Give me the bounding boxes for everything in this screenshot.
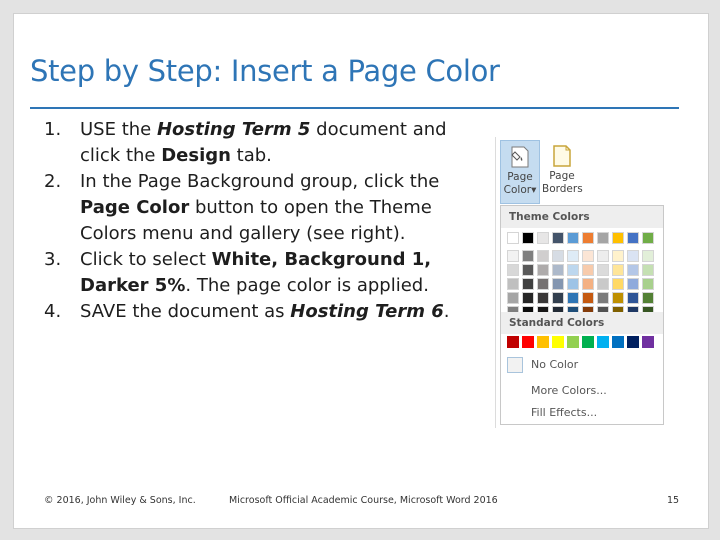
- step-item: [44, 169, 484, 247]
- theme-color-swatch[interactable]: [537, 264, 549, 276]
- theme-color-swatch[interactable]: [507, 232, 519, 244]
- standard-color-swatch[interactable]: [627, 336, 639, 348]
- step-number: 3.: [44, 249, 62, 270]
- theme-color-swatch[interactable]: [552, 232, 564, 244]
- theme-color-swatch[interactable]: [612, 250, 624, 262]
- theme-color-swatch[interactable]: [627, 232, 639, 244]
- step-text: [80, 117, 484, 169]
- theme-color-swatch[interactable]: [567, 264, 579, 276]
- theme-color-swatch[interactable]: [642, 232, 654, 244]
- more-colors-item[interactable]: More Colors...: [531, 384, 607, 397]
- footer-course: Microsoft Official Academic Course, Microsoft Word 2016: [229, 495, 498, 506]
- theme-colors-header: Theme Colors: [501, 206, 663, 228]
- theme-color-swatch[interactable]: [642, 264, 654, 276]
- step-text: [80, 299, 484, 325]
- theme-color-swatch[interactable]: [582, 264, 594, 276]
- standard-color-swatch[interactable]: [582, 336, 594, 348]
- theme-color-swatch[interactable]: [522, 278, 534, 290]
- theme-color-swatch[interactable]: [597, 250, 609, 262]
- standard-color-swatch[interactable]: [642, 336, 654, 348]
- theme-color-swatch[interactable]: [597, 278, 609, 290]
- theme-color-swatch[interactable]: [612, 292, 624, 304]
- theme-color-swatch[interactable]: [642, 278, 654, 290]
- theme-color-swatch[interactable]: [597, 292, 609, 304]
- title-underline: [30, 107, 679, 109]
- theme-color-swatch[interactable]: [582, 278, 594, 290]
- theme-color-swatch[interactable]: [537, 278, 549, 290]
- theme-color-swatch[interactable]: [567, 292, 579, 304]
- theme-color-swatch[interactable]: [642, 250, 654, 262]
- standard-color-swatch[interactable]: [522, 336, 534, 348]
- step-text-run: Hosting Term 6: [290, 301, 444, 322]
- theme-colors-gallery: [507, 232, 654, 318]
- step-item: [44, 299, 484, 325]
- theme-color-swatch[interactable]: [612, 278, 624, 290]
- step-text-run: tab.: [230, 145, 272, 166]
- footer-page-number: 15: [667, 495, 680, 506]
- theme-color-swatch[interactable]: [567, 232, 579, 244]
- theme-color-swatch[interactable]: [552, 250, 564, 262]
- theme-color-swatch[interactable]: [627, 250, 639, 262]
- step-text-run: Design: [161, 145, 231, 166]
- theme-color-swatch[interactable]: [537, 250, 549, 262]
- standard-color-swatch[interactable]: [612, 336, 624, 348]
- step-text: [80, 247, 484, 299]
- theme-color-swatch[interactable]: [627, 278, 639, 290]
- standard-color-swatch[interactable]: [537, 336, 549, 348]
- page-color-screenshot: [495, 137, 668, 428]
- slide-title: Step by Step: Insert a Page Color: [30, 54, 500, 88]
- theme-color-swatch[interactable]: [507, 278, 519, 290]
- theme-color-swatch[interactable]: [567, 278, 579, 290]
- step-text-run: button to open the Theme Colors menu and gallery (see right).: [80, 197, 432, 244]
- theme-color-swatch[interactable]: [552, 292, 564, 304]
- standard-colors-gallery: [507, 336, 654, 348]
- theme-color-swatch[interactable]: [552, 264, 564, 276]
- step-text-run: Page Color: [80, 197, 190, 218]
- theme-color-swatch[interactable]: [612, 264, 624, 276]
- step-number: 4.: [44, 301, 62, 322]
- page-borders-label-1: Page: [549, 170, 575, 182]
- theme-color-swatch[interactable]: [627, 292, 639, 304]
- step-text-run: In the Page Background group, click the: [80, 171, 440, 192]
- theme-color-swatch[interactable]: [537, 232, 549, 244]
- page-color-button[interactable]: [500, 140, 540, 204]
- page-color-label-2: Color▾: [503, 184, 537, 196]
- step-text-run: White, Background 1, Darker 5%: [80, 249, 432, 296]
- theme-color-swatch[interactable]: [522, 264, 534, 276]
- theme-color-swatch[interactable]: [522, 232, 534, 244]
- step-text-run: .: [443, 301, 450, 322]
- step-number: 1.: [44, 119, 62, 140]
- theme-color-swatch[interactable]: [537, 292, 549, 304]
- chevron-down-icon: ▾: [531, 184, 537, 196]
- standard-color-swatch[interactable]: [552, 336, 564, 348]
- page-borders-label-2: Borders: [542, 183, 583, 195]
- theme-color-swatch[interactable]: [642, 292, 654, 304]
- theme-color-swatch[interactable]: [567, 250, 579, 262]
- page-borders-button[interactable]: [542, 140, 582, 204]
- page-color-label-1: Page: [507, 171, 533, 183]
- step-text-run: . The page color is applied.: [185, 275, 429, 296]
- step-item: [44, 247, 484, 299]
- theme-color-swatch[interactable]: [582, 250, 594, 262]
- page-color-dropdown: [500, 205, 664, 425]
- theme-color-swatch[interactable]: [507, 292, 519, 304]
- theme-color-swatch[interactable]: [522, 250, 534, 262]
- theme-color-swatch[interactable]: [507, 264, 519, 276]
- theme-color-swatch[interactable]: [597, 232, 609, 244]
- step-text-run: Hosting Term 5: [156, 119, 311, 140]
- step-item: [44, 117, 484, 169]
- step-text: [80, 169, 484, 247]
- step-text-run: SAVE the document as: [80, 301, 291, 322]
- theme-color-swatch[interactable]: [612, 232, 624, 244]
- step-text-run: Click to select: [80, 249, 212, 270]
- theme-color-swatch[interactable]: [522, 292, 534, 304]
- theme-color-swatch[interactable]: [582, 232, 594, 244]
- step-number: 2.: [44, 171, 62, 192]
- footer-copyright: © 2016, John Wiley & Sons, Inc.: [44, 495, 196, 506]
- theme-color-swatch[interactable]: [507, 250, 519, 262]
- steps-list: [44, 117, 484, 325]
- theme-color-swatch[interactable]: [552, 278, 564, 290]
- no-color-item[interactable]: No Color: [501, 354, 663, 376]
- standard-color-swatch[interactable]: [567, 336, 579, 348]
- page-borders-icon: [551, 144, 573, 168]
- fill-effects-item[interactable]: Fill Effects...: [531, 406, 598, 419]
- paint-bucket-icon: [509, 145, 531, 169]
- theme-color-swatch[interactable]: [582, 292, 594, 304]
- standard-color-swatch[interactable]: [597, 336, 609, 348]
- step-text-run: document and click the: [80, 119, 447, 166]
- step-text-run: USE the: [80, 119, 157, 140]
- no-color-swatch: [507, 357, 523, 373]
- theme-color-swatch[interactable]: [627, 264, 639, 276]
- standard-colors-header: Standard Colors: [501, 312, 663, 334]
- theme-color-swatch[interactable]: [597, 264, 609, 276]
- standard-color-swatch[interactable]: [507, 336, 519, 348]
